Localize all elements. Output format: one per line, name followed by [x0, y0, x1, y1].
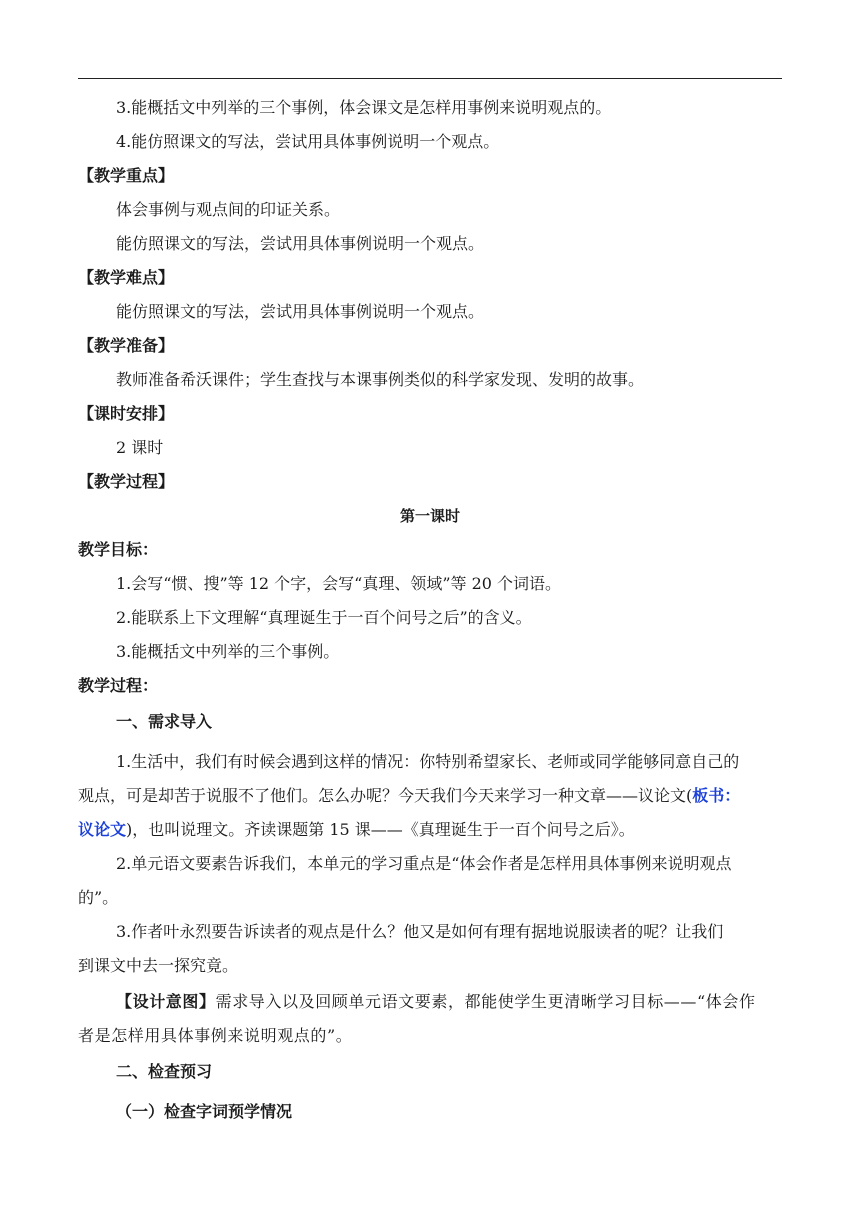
- difficult-points-heading: 【教学难点】: [78, 268, 175, 287]
- lesson-objective-1: 1.会写“惯、搜”等 12 个字，会写“真理、领域”等 20 个词语。: [116, 574, 562, 593]
- header-rule: [78, 78, 782, 79]
- key-point-2: 能仿照课文的写法，尝试用具体事例说明一个观点。: [116, 234, 485, 253]
- preparation-1: 教师准备希沃课件；学生查找与本课事例类似的科学家发现、发明的故事。: [116, 370, 645, 389]
- difficult-point-1: 能仿照课文的写法，尝试用具体事例说明一个观点。: [116, 302, 485, 321]
- design-intent-text: 需求导入以及回顾单元语文要素，都能使学生更清晰学习目标——“体会作: [215, 992, 756, 1011]
- design-intent-line1: [116, 992, 756, 1012]
- section1-p1-line3: [78, 820, 635, 840]
- lesson-objective-2: 2.能联系上下文理解“真理诞生于一百个问号之后”的含义。: [116, 608, 532, 627]
- design-intent-label: 【设计意图】: [116, 992, 216, 1011]
- key-points-heading: 【教学重点】: [78, 166, 175, 185]
- lesson-process-label: 教学过程：: [78, 676, 159, 695]
- process-heading: 【教学过程】: [78, 472, 175, 491]
- section1-p2-line2: 的”。: [78, 888, 119, 907]
- section2-heading: 二、检查预习: [116, 1062, 213, 1081]
- design-intent-line2: 者是怎样用具体事例来说明观点的”。: [78, 1026, 353, 1045]
- schedule-heading: 【课时安排】: [78, 404, 175, 423]
- section1-p3-line2: 到课文中去一探究竟。: [78, 956, 239, 975]
- key-point-1: 体会事例与观点间的印证关系。: [116, 200, 341, 219]
- lesson-title: 第一课时: [399, 507, 460, 525]
- section2-sub1: （一）检查字词预学情况: [116, 1102, 293, 1121]
- section1-p2-line1: 2.单元语文要素告诉我们，本单元的学习重点是“体会作者是怎样用具体事例来说明观点: [116, 854, 732, 873]
- schedule-1: 2 课时: [116, 438, 164, 457]
- p1-line2-text: 观点，可是却苦于说服不了他们。怎么办呢？今天我们今天来学习一种文章——议论文(: [78, 786, 693, 805]
- objective-4: 4.能仿照课文的写法，尝试用具体事例说明一个观点。: [116, 132, 500, 151]
- section1-heading: 一、需求导入: [116, 712, 213, 731]
- preparation-heading: 【教学准备】: [78, 336, 175, 355]
- section1-p3-line1: 3.作者叶永烈要告诉读者的观点是什么？他又是如何有理有据地说服读者的呢？让我们: [116, 922, 724, 941]
- section1-p1-line2: [78, 786, 740, 806]
- blackboard-term: 议论文: [78, 820, 127, 839]
- objective-3: 3.能概括文中列举的三个事例，体会课文是怎样用事例来说明观点的。: [116, 98, 612, 117]
- p1-line3-text: )，也叫说理文。齐读课题第 15 课——《真理诞生于一百个问号之后》。: [126, 820, 635, 839]
- blackboard-label: 板书：: [692, 786, 741, 805]
- lesson-objectives-label: 教学目标：: [78, 540, 159, 559]
- lesson-objective-3: 3.能概括文中列举的三个事例。: [116, 642, 340, 661]
- section1-p1-line1: 1.生活中，我们有时候会遇到这样的情况：你特别希望家长、老师或同学能够同意自己的: [116, 752, 740, 771]
